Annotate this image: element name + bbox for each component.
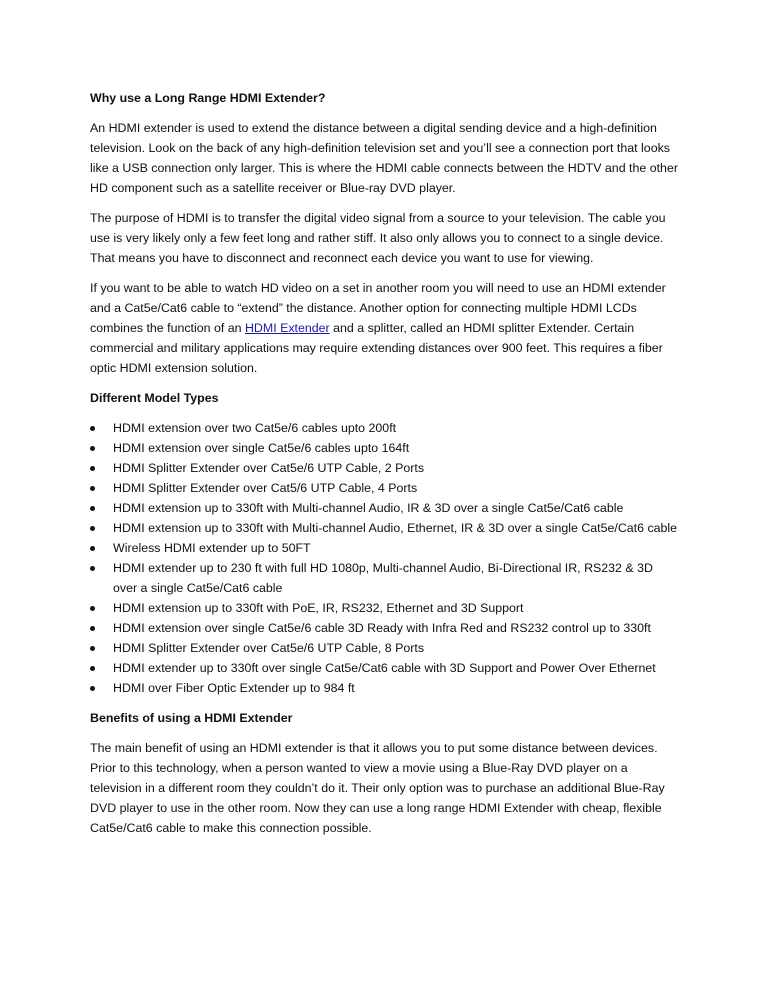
- bullet-icon: [90, 566, 95, 571]
- list-item: [90, 498, 680, 518]
- list-item: [90, 658, 680, 678]
- bullet-icon: [90, 686, 95, 691]
- paragraph-benefits: The main benefit of using an HDMI extender is that it allows you to put some distance between devices. Prior to this technology, when a person wanted to view a movie using a Blue-Ray DVD player on a television in a different room they couldn’t do it. Their only option was to purchase an additional Blue-Ray DVD player to use in the other room. Now they can use a long range HDMI Extender with cheap, flexible Cat5e/Cat6 cable to make this connection possible.: [90, 741, 665, 835]
- list-item-text: HDMI over Fiber Optic Extender up to 984 ft: [113, 681, 355, 695]
- bullet-icon: [90, 646, 95, 651]
- bullet-icon: [90, 486, 95, 491]
- paragraph-intro: An HDMI extender is used to extend the distance between a digital sending device and a high-definition television. Look on the back of any high-definition television set and you’ll see a connection port that looks like a USB connection only larger. This is where the HDMI cable connects between the HDTV and the other HD component such as a satellite receiver or Blue-ray DVD player.: [90, 121, 678, 195]
- list-item-text: HDMI extension up to 330ft with Multi-channel Audio, Ethernet, IR & 3D over a single Cat5e/Cat6 cable: [113, 521, 678, 535]
- list-item: [90, 638, 680, 658]
- bullet-icon: [90, 526, 95, 531]
- paragraph-text: and a splitter, called an HDMI splitter Extender. Certain commercial and military applications may require extending distances over 900 feet. This requires a fiber optic HDMI extension solution.: [90, 321, 663, 375]
- bullet-icon: [90, 506, 95, 511]
- list-item: [90, 598, 680, 618]
- bullet-icon: [90, 666, 95, 671]
- bullet-icon: [90, 426, 95, 431]
- list-item: [90, 538, 680, 558]
- bullet-icon: [90, 466, 95, 471]
- list-item: [90, 458, 680, 478]
- paragraph-extend-options: [90, 278, 680, 378]
- bullet-icon: [90, 606, 95, 611]
- model-types-list: [90, 418, 680, 698]
- bullet-icon: [90, 546, 95, 551]
- list-item: [90, 478, 680, 498]
- bullet-icon: [90, 626, 95, 631]
- heading-model-types: Different Model Types: [90, 391, 219, 405]
- heading-benefits: Benefits of using a HDMI Extender: [90, 711, 293, 725]
- bullet-icon: [90, 446, 95, 451]
- list-item: [90, 418, 680, 438]
- list-item-text: HDMI extension up to 330ft with Multi-channel Audio, IR & 3D over a single Cat5e/Cat6 cable: [113, 501, 624, 515]
- list-item-text: HDMI extension up to 330ft with PoE, IR, RS232, Ethernet and 3D Support: [113, 601, 524, 615]
- list-item-text: HDMI extension over two Cat5e/6 cables upto 200ft: [113, 421, 397, 435]
- list-item-text: HDMI Splitter Extender over Cat5/6 UTP Cable, 4 Ports: [113, 481, 418, 495]
- list-item: [90, 438, 680, 458]
- paragraph-purpose: The purpose of HDMI is to transfer the digital video signal from a source to your television. The cable you use is very likely only a few feet long and rather stiff. It also only allows you to connect to a single device. That means you have to disconnect and reconnect each device you want to use for viewing.: [90, 211, 666, 265]
- list-item: [90, 618, 680, 638]
- list-item-text: HDMI extension over single Cat5e/6 cables upto 164ft: [113, 441, 410, 455]
- list-item: [90, 518, 680, 538]
- list-item-text: HDMI extension over single Cat5e/6 cable 3D Ready with Infra Red and RS232 control up to 330ft: [113, 621, 651, 635]
- list-item-text: HDMI Splitter Extender over Cat5e/6 UTP Cable, 2 Ports: [113, 461, 425, 475]
- heading-why-use: Why use a Long Range HDMI Extender?: [90, 91, 326, 105]
- list-item-text: HDMI Splitter Extender over Cat5e/6 UTP Cable, 8 Ports: [113, 641, 425, 655]
- document-body: [90, 88, 680, 848]
- list-item-text: Wireless HDMI extender up to 50FT: [113, 541, 311, 555]
- paragraph-text: If you want to be able to watch HD video on a set in another room you will need to use an HDMI extender and a Cat5e/Cat6 cable to “extend” the distance. Another option for connecting multiple HDMI LCDs combines the function of an: [90, 281, 666, 335]
- hdmi-extender-link[interactable]: HDMI Extender: [244, 321, 330, 335]
- list-item: [90, 558, 680, 598]
- list-item: [90, 678, 680, 698]
- list-item-text: HDMI extender up to 330ft over single Cat5e/Cat6 cable with 3D Support and Power Over Ethernet: [113, 661, 656, 675]
- list-item-text: HDMI extender up to 230 ft with full HD 1080p, Multi-channel Audio, Bi-Directional IR, RS232 & 3D over a single Cat5e/Cat6 cable: [113, 561, 653, 595]
